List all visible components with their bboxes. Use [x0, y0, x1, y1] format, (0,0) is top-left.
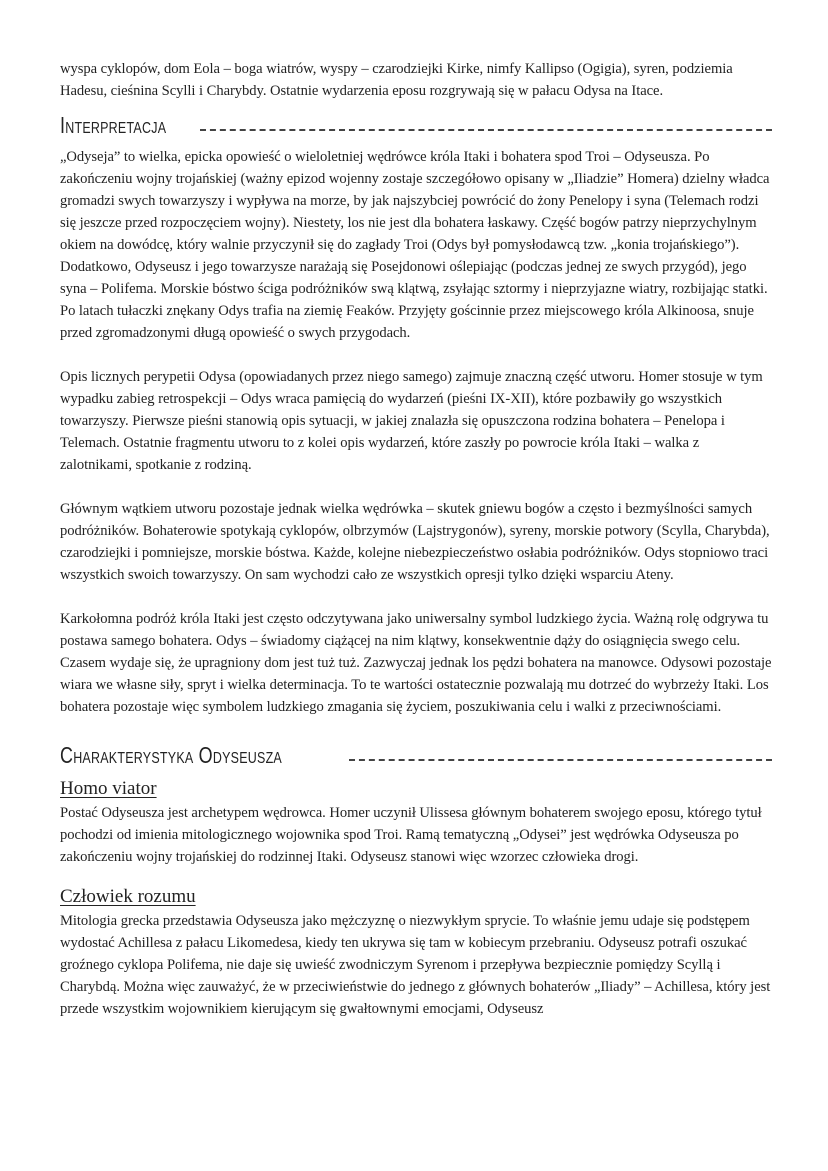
subsection-text-homo-viator: Postać Odyseusza jest archetypem wędrowca. Homer uczynił Ulissesa głównym bohaterem swojego eposu, którego tytuł pochodzi od imienia mitologicznego wojownika spod Troi. Ramą tematyczną „Odysei” jest wędrówka Odyseusza po zakończeniu wojny trojańskiej do rodzinnej Itaki. Odyseusz stanowi więc wzorzec człowieka drogi.	[60, 805, 762, 865]
interpretacja-paragraph-3: Opis licznych perypetii Odysa (opowiadanych przez niego samego) zajmuje znaczną część utworu. Homer stosuje w tym wypadku zabieg retrospekcji – Odys wraca pamięcią do wydarzeń (pieśni IX-XII), które pozbawiły go wszystkich towarzyszy. Pierwsze pieśni stanowią opis sytuacji, w jakiej znalazła się opuszczona rodzina bohatera – Penelopa i Telemach. Ostatnie fragmentu utworu to z kolei opis wydarzeń, które zaszły po powrocie króla Itaki – walka z zalotnikami, spotkanie z rodziną.	[60, 369, 763, 473]
subsection-title-czlowiek-rozumu: Człowiek rozumu	[60, 886, 196, 907]
subsection-title-homo-viator: Homo viator	[60, 778, 157, 799]
subsection-text-czlowiek-rozumu: Mitologia grecka przedstawia Odyseusza jako mężczyznę o niezwykłym sprycie. To właśnie jemu udaje się podstępem wydostać Achillesa z pałacu Likomedesa, kiedy ten ukrywa się tam w kobiecym przebraniu. Odyseusz potrafi oszukać groźnego cyklopa Polifema, nie daje się uwieść zwodniczym Syrenom i przepływa bezpiecznie pomiędzy Scyllą i Charybdą. Można więc zauważyć, że w przeciwieństwie do jednego z głównych bohaterów „Iliady” – Achillesa, który jest przede wszystkim wojownikiem kierującym się gwałtownymi emocjami, Odyseusz	[60, 913, 771, 1017]
interpretacja-section-header	[60, 106, 772, 140]
dashed-rule	[200, 129, 772, 131]
charakterystyka-heading: Charakterystyka Odyseusza	[60, 742, 282, 768]
dashed-rule	[349, 759, 772, 761]
interpretacja-paragraph-4: Głównym wątkiem utworu pozostaje jednak wielka wędrówka – skutek gniewu bogów a często i bezmyślności samych podróżników. Bohaterowie spotykają cyklopów, olbrzymów (Lajstrygonów), syreny, morskie potwory (Scylla, Charybda), czarodziejki i pomniejsze, morskie bóstwa. Każde, kolejne niebezpieczeństwo osłabia podróżników. Odys stopniowo traci wszystkich swoich towarzyszy. On sam wychodzi cało ze wszystkich opresji tylko dzięki wsparciu Ateny.	[60, 501, 770, 583]
interpretacja-paragraph-2: Dodatkowo, Odyseusz i jego towarzysze narażają się Posejdonowi oślepiając (podczas jednej ze swych przygód), jego syna – Polifema. Morskie bóstwo ściga podróżników swą klątwą, zsyłając sztormy i nieprzyjazne wiatry, rozbijając statki. Po latach tułaczki znękany Odys trafia na ziemię Feaków. Przyjęty gościnnie przez miejscowego króla Alkinoosa, snuje przed zgromadzonymi długą opowieść o swych przygodach.	[60, 259, 768, 341]
charakterystyka-section-header	[60, 736, 772, 770]
intro-paragraph: wyspa cyklopów, dom Eola – boga wiatrów, wyspy – czarodziejki Kirke, nimfy Kallipso (Ogigia), syren, podziemia Hadesu, cieśnina Scylli i Charybdy. Ostatnie wydarzenia eposu rozgrywają się w pałacu Odysa na Itace.	[60, 61, 733, 99]
interpretacja-paragraph-5: Karkołomna podróż króla Itaki jest często odczytywana jako uniwersalny symbol ludzkiego życia. Ważną rolę odgrywa tu postawa samego bohatera. Odys – świadomy ciążącej na nim klątwy, konsekwentnie dąży do osiągnięcia swego celu. Czasem wydaje się, że upragniony dom jest tuż tuż. Zazwyczaj jednak los pędzi bohatera na manowce. Odysowi pozostaje wiara we własne siły, spryt i wielka determinacja. To te wartości ostatecznie pozwalają mu dotrzeć do wybrzeży Itaki. Los bohatera pozostaje więc symbolem ludzkiego zmagania się życiem, poszukiwania celu i walki z przeciwnościami.	[60, 611, 772, 715]
document-page	[60, 58, 772, 1020]
interpretacja-paragraph-1: „Odyseja” to wielka, epicka opowieść o wieloletniej wędrówce króla Itaki i bohatera spod Troi – Odyseusza. Po zakończeniu wojny trojańskiej (ważny epizod wojenny zostaje szczegółowo opisany w „Iliadzie” Homera) dzielny władca gromadzi swych towarzyszy i wypływa na morze, by jak najszybciej powrócić do żony Penelopy i syna (Telemach rodzi się jeszcze przed rozpoczęciem wojny). Niestety, los nie jest dla bohatera łaskawy. Część bogów patrzy nieprzychylnym okiem na dowódcę, który walnie przyczynił się do zagłady Troi (Odys był pomysłodawcą tzw. „konia trojańskiego”).	[60, 149, 770, 253]
interpretacja-heading: Interpretacja	[60, 112, 167, 138]
